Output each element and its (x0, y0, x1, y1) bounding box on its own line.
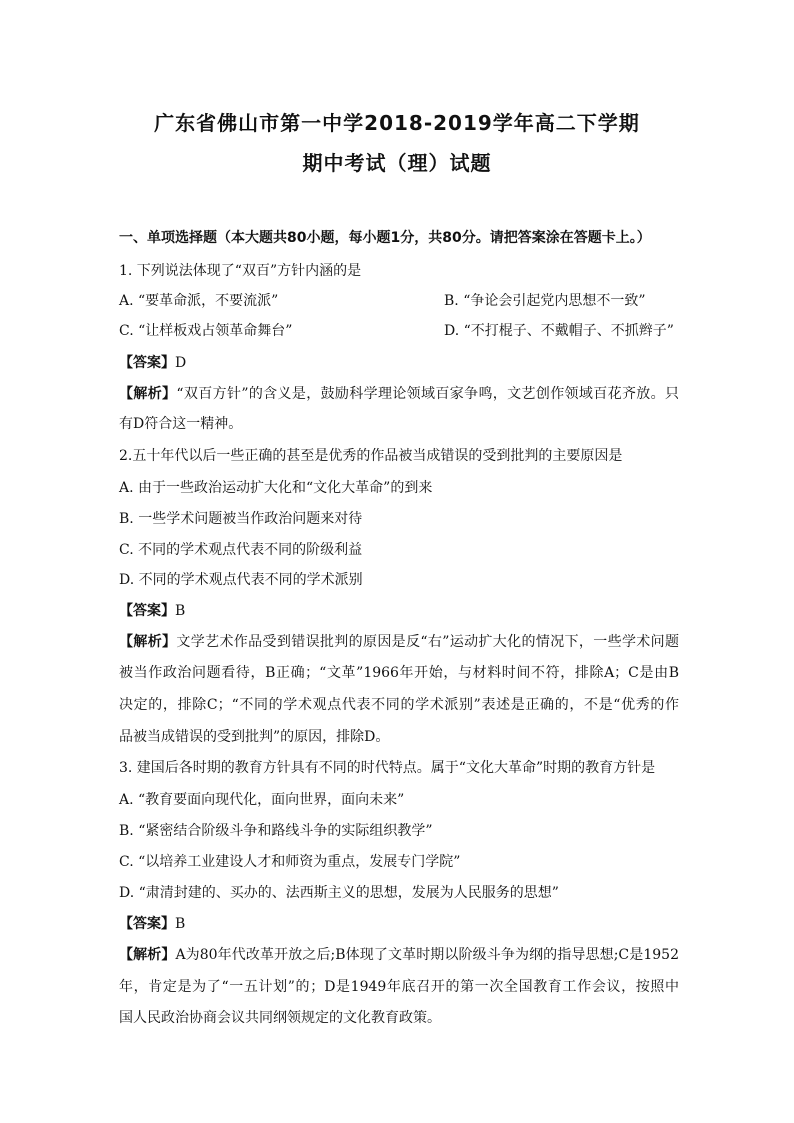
q1-analysis-text1: “双百方针”的含义是，鼓励科学理论领域百家争鸣，文艺创作领域百花齐放。只 (176, 386, 680, 402)
q2-analysis-text1: 文学艺术作品受到错误批判的原因是反“右”运动扩大化的情况下，一些学术问题 (176, 634, 680, 650)
q2-answer (119, 602, 679, 620)
q1-answer (119, 354, 679, 372)
q1-option-a: A. “要革命派，不要流派” (119, 293, 279, 309)
q3-stem: 3. 建国后各时期的教育方针具有不同的时代特点。属于“文化大革命”时期的教育方针是 (119, 760, 656, 776)
q3-option-b: B. “紧密结合阶级斗争和路线斗争的实际组织教学” (119, 823, 433, 839)
q3-analysis-line1 (119, 946, 679, 964)
analysis-tag: 【解析】 (119, 386, 177, 402)
q1-option-d: D. “不打棍子、不戴帽子、不抓辫子” (444, 323, 674, 339)
analysis-tag: 【解析】 (119, 947, 176, 963)
answer-tag: 【答案】 (119, 603, 175, 619)
q3-answer-value: B (175, 916, 186, 932)
q3-answer (119, 915, 679, 933)
q2-stem: 2.五十年代以后一些正确的甚至是优秀的作品被当成错误的受到批判的主要原因是 (119, 448, 623, 464)
exam-title-line2: 期中考试（理）试题 (302, 151, 492, 175)
answer-tag: 【答案】 (119, 916, 175, 932)
q3-analysis-line2: 年，肯定是为了“一五计划”的；D是1949年底召开的第一次全国教育工作会议，按照中 (119, 979, 679, 995)
analysis-tag: 【解析】 (119, 634, 177, 650)
answer-tag: 【答案】 (119, 355, 175, 371)
q3-analysis-text1: A为80年代改革开放之后;B体现了文革时期以阶级斗争为纲的指导思想;C是1952 (175, 947, 679, 963)
q2-analysis-line2: 被当作政治问题看待，B正确；“文革”1966年开始，与材料时间不符，排除A；C是由B (119, 665, 679, 681)
q1-answer-value: D (175, 355, 187, 371)
q2-option-b: B. 一些学术问题被当作政治问题来对待 (119, 511, 363, 527)
q2-analysis-line3: 决定的，排除C；“不同的学术观点代表不同的学术派别”表述是正确的，不是“优秀的作 (119, 697, 679, 713)
exam-title-line1: 广东省佛山市第一中学2018-2019学年高二下学期 (154, 111, 640, 135)
q2-analysis-line1 (119, 633, 679, 651)
q2-analysis-line4: 品被当成错误的受到批判”的原因，排除D。 (119, 729, 390, 745)
q2-option-d: D. 不同的学术观点代表不同的学术派别 (119, 572, 363, 588)
section-heading: 一、单项选择题（本大题共80小题，每小题1分，共80分。请把答案涂在答题卡上。） (119, 230, 651, 246)
q3-analysis-line3: 国人民政治协商会议共同纲领规定的文化教育政策。 (119, 1010, 441, 1026)
q2-answer-value: B (175, 603, 186, 619)
q1-analysis-line2: 有D符合这一精神。 (119, 416, 243, 432)
q2-option-a: A. 由于一些政治运动扩大化和“文化大革命”的到来 (119, 480, 433, 496)
q1-option-b: B. “争论会引起党内思想不一致” (444, 293, 646, 309)
q1-option-c: C. “让样板戏占领革命舞台” (119, 323, 293, 339)
q3-option-c: C. “以培养工业建设人才和师资为重点，发展专门学院” (119, 854, 461, 870)
q1-analysis-line1 (119, 385, 679, 403)
q3-option-d: D. “肃清封建的、买办的、法西斯主义的思想，发展为人民服务的思想” (119, 885, 559, 901)
q1-stem: 1. 下列说法体现了“双百”方针内涵的是 (119, 263, 362, 279)
q2-option-c: C. 不同的学术观点代表不同的阶级利益 (119, 542, 363, 558)
q3-option-a: A. “教育要面向现代化，面向世界，面向未来” (119, 792, 405, 808)
